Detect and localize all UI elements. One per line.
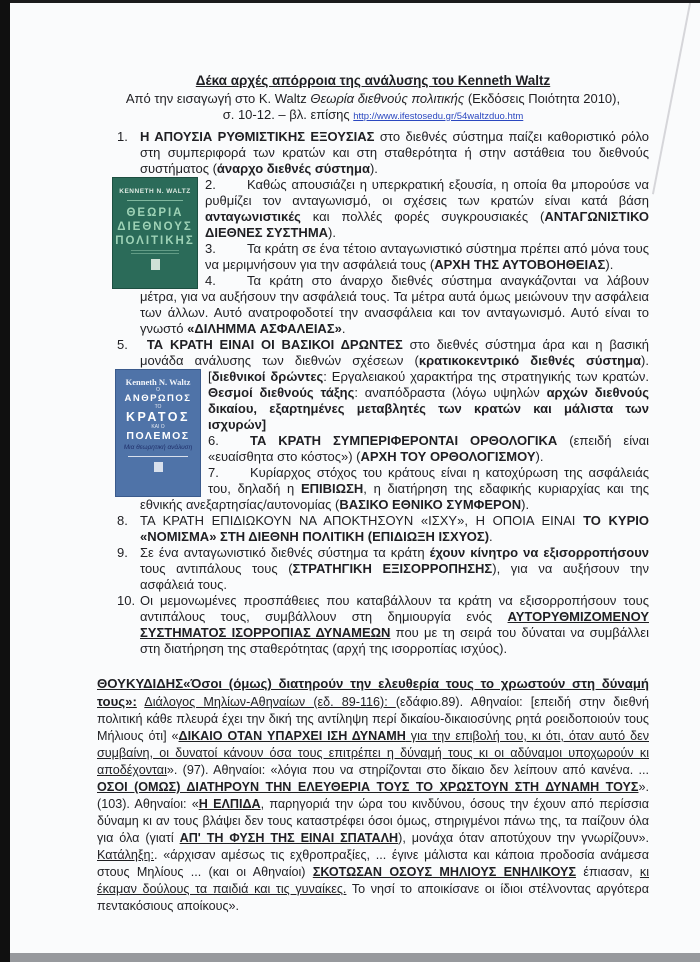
item-number: 5. — [117, 337, 128, 352]
text-segment: , η διατήρηση της εδαφικής κυριαρχίας και της εθνικής ανεξαρτησίας/αυτονομίας ( — [140, 481, 649, 512]
scan-edge-bottom — [0, 953, 700, 962]
book-title-line: ΑΝΘΡΩΠΟΣ — [124, 393, 192, 404]
text-segment: διεθνικοί δρώντες — [211, 369, 324, 384]
book-title-small-word: ΚΑΙ Ο — [151, 424, 165, 430]
text-segment: τους αντιπάλους τους ( — [140, 561, 293, 576]
text-segment: ανταγωνιστικές — [205, 209, 301, 224]
text-segment: ΟΣΟΙ (ΟΜΩΣ) ΔΙΑΤΗΡΟΥΝ ΤΗΝ ΕΛΕΥΘΕΡΙΑ ΤΟΥΣ ΤΟ ΧΡΩΣΤΟΥΝ ΣΤΗ ΔΥΝΑΜΗ ΤΟΥΣ — [97, 780, 639, 794]
text-segment: κρατικοκεντρικό διεθνές σύστημα — [418, 353, 642, 368]
numbered-list — [97, 129, 649, 657]
text-segment: ΣΤΡΑΤΗΓΙΚΗ ΕΞΙΣΟΡΡΟΠΗΣΗΣ — [292, 561, 493, 576]
text-segment: . — [341, 321, 346, 336]
text-segment: , παρηγοριά την ώρα του κινδύνου, όσους την έχουν από περίσσια δύναμη κι αν τους βλάψει δεν τους καταστρέφει όσοι όμως, στηριγμένοι πάνω της, τα παίζουν όλα για όλα (γιατί — [97, 797, 649, 845]
text-segment: (επειδή είναι «ευαίσθητα στο κόστος») ( — [208, 433, 649, 464]
text-segment: Θεσμοί διεθνούς τάξης — [208, 385, 355, 400]
text-segment: ), για να αυξήσουν την ασφάλειά τους. — [140, 561, 649, 592]
book-cover-front — [115, 369, 201, 497]
scan-page-corner-line — [652, 0, 694, 194]
text-segment: . — [489, 529, 493, 544]
list-item-10 — [97, 593, 649, 657]
text-segment: ». (103). Αθηναίοι: « — [97, 780, 649, 811]
item-text — [205, 241, 649, 272]
item-text — [140, 545, 649, 592]
source-reference — [97, 91, 649, 124]
text-segment: που με τη σειρά του δύναται να συμβάλλει στη διατήρηση της σταθερότητας (αρχή της ισορροπίας ισχύος). — [140, 625, 649, 656]
item-number: 6. — [208, 433, 219, 448]
text-segment: άναρχο διεθνές σύστημα — [216, 161, 370, 176]
text-segment: για την επιβολή του, κι ότι, όταν αυτό δεν συμβαίνη, οι δυνατοί κάνουν όσα τους επιτρέπει η δύναμή τους κι οι αδύναμοι υποχωρούν κι αποδέχονται — [97, 729, 649, 777]
item-text — [208, 433, 649, 464]
item-number: 7. — [208, 465, 219, 480]
text-segment: ΘΟΥΚΥΔΙΔΗΣ«Όσοι (όμως) διατηρούν την ελευθερία τους το χρωστούν στη δύναμή τους»: — [97, 676, 649, 709]
item-number: 8. — [117, 513, 128, 528]
text-segment: ΑΥΤΟΡΥΘΜΙΖΟΜΕΝΟΥ ΣΥΣΤΗΜΑΤΟΣ ΙΣΟΡΡΟΠΙΑΣ ΔΥΝΑΜΕΩΝ — [140, 609, 649, 640]
text-segment: ). [ — [208, 353, 649, 384]
thucydides-paragraph — [97, 675, 649, 915]
item-text — [140, 513, 649, 544]
text-segment: ΑΝΤΑΓΩΝΙΣΤΙΚΟ ΔΙΕΘΝΕΣ ΣΥΣΤΗΜΑ — [205, 209, 649, 240]
text-segment: Η ΑΠΟΥΣΙΑ ΡΥΘΜΙΣΤΙΚΗΣ ΕΞΟΥΣΙΑΣ — [140, 129, 375, 144]
text-segment: Κυρίαρχος στόχος του κράτους είναι η κατοχύρωση της ασφάλειάς του, δηλαδή η — [208, 465, 649, 496]
list-item-9 — [97, 545, 649, 593]
book-title-small-word: ΤΟ — [154, 404, 162, 410]
text-segment: Το νησί το αποικίσανε οι ίδιοι στέλνοντας αργότερα πεντακόσιους αποίκους». — [97, 882, 649, 913]
text-segment: : Εργαλειακού χαρακτήρα της στρατηγικής των κρατών. — [323, 369, 649, 384]
text-segment: ΔΙΚΑΙΟ ΟΤΑΝ ΥΠΑΡΧΕΙ ΙΣΗ ΔΥΝΑΜΗ — [178, 729, 406, 743]
page-title: Δέκα αρχές απόρροια της ανάλυσης του Kenneth Waltz — [195, 73, 551, 88]
text-segment: έπιασαν, — [576, 865, 640, 879]
text-segment: (εδάφιο.89). Αθηναίοι: [επειδή στην διεθνή πολιτική κάθε πλευρά έχει την δική της αντίληψη περί δικαίου-δικαιοσύνης ρητά ροειδοποιούν τους Μήλιους ότι] « — [97, 695, 649, 743]
text-segment: ). — [535, 449, 544, 464]
text-segment: ΤΑ ΚΡΑΤΗ ΕΠΙΔΙΩΚΟΥΝ ΝΑ ΑΠΟΚΤΗΣΟΥΝ «ΙΣΧΥ», Η ΟΠΟΙΑ ΕΙΝΑΙ — [140, 513, 584, 528]
book-author: KENNETH N. WALTZ — [119, 188, 191, 195]
book-title-line: ΚΡΑΤΟΣ — [125, 410, 191, 424]
text-segment: στο διεθνές σύστημα άρα και η βασική μονάδα ανάλυσης των διεθνών σχέσεων ( — [140, 337, 649, 368]
book-cover-front — [112, 177, 198, 289]
reference-text: (Εκδόσεις Ποιότητα 2010), — [464, 91, 621, 106]
book-title-line: ΔΙΕΘΝΟΥΣ — [117, 221, 193, 233]
text-segment: και πολλές φορές συγκρουσιακές ( — [300, 209, 545, 224]
text-segment: Κατάληξη: — [97, 848, 155, 862]
book-author: Kenneth N. Waltz — [125, 377, 191, 387]
scan-edge-left — [0, 0, 10, 962]
text-segment: ). — [605, 257, 614, 272]
text-segment: ΤΟ ΚΥΡΙΟ «ΝΟΜΙΣΜΑ» ΣΤΗ ΔΙΕΘΝΗ ΠΟΛΙΤΙΚΗ (ΕΠΙΔΙΩΞΗ ΙΣΧΥΟΣ) — [140, 513, 649, 544]
text-segment: έχουν κίνητρο να εξισορροπήσουν — [429, 545, 650, 560]
book-title-line: ΠΟΛΙΤΙΚΗΣ — [115, 235, 195, 247]
reference-text: Από την εισαγωγή στο Κ. Waltz — [125, 91, 311, 106]
book-rule — [127, 200, 183, 201]
text-segment: Τα κράτη σε ένα τέτοιο ανταγωνιστικό σύστημα πρέπει από μόνα τους να μεριμνήσουν για την ασφάλειά τους ( — [205, 241, 649, 272]
book-subtitle: Μια θεωρητική ανάλυση — [123, 444, 193, 451]
text-segment: ΤΑ ΚΡΑΤΗ ΕΙΝΑΙ ΟΙ ΒΑΣΙΚΟΙ ΔΡΩΝΤΕΣ — [146, 337, 403, 352]
book-cover-theory-of-international-politics — [112, 177, 198, 289]
text-segment: ΑΠ' ΤΗ ΦΥΣΗ ΤΗΣ ΕΙΝΑΙ ΣΠΑΤΑΛΗ — [179, 831, 399, 845]
text-segment: Καθώς απουσιάζει η υπερκρατική εξουσία, η οποία θα μπορούσε να ρυθμίζει τον ανταγωνισμό, οι σχέσεις των κρατών είναι κατά βάση — [205, 177, 649, 208]
book-title-small-word: Ο — [156, 387, 160, 393]
text-segment: ΤΑ ΚΡΑΤΗ ΣΥΜΠΕΡΙΦΕΡΟΝΤΑΙ ΟΡΘΟΛΟΓΙΚΑ — [250, 433, 558, 448]
item-number: 1. — [117, 129, 128, 144]
text-segment: κι έκαμαν δούλους τα παιδιά και τις γυναίκες. — [97, 865, 649, 896]
text-segment: ). — [369, 161, 378, 176]
text-segment: ΣΚΟΤΩΣΑΝ ΟΣΟΥΣ ΜΗΛΙΟΥΣ ΕΝΗΛΙΚΟΥΣ — [312, 865, 577, 879]
book-rule — [131, 253, 179, 254]
list-item-8 — [97, 513, 649, 545]
text-segment: Τα κράτη στο άναρχο διεθνές σύστημα αναγκάζονται να λάβουν μέτρα, για να αυξήσουν την ασφάλειά τους. Τα μέτρα αυτά όμως μειώνουν την ασφάλεια των άλλων. Αυτό ανατροφοδοτεί την ανασφάλεια και τον ανταγωνισμό. Αυτό είναι το γνωστό — [140, 273, 649, 336]
document-body — [97, 72, 649, 915]
text-segment: ), μονάχα όταν αποτύχουν την γνωρίζουν». — [398, 831, 649, 845]
text-segment: αρχών διεθνούς δικαίου, εξαρτημένες μεταβλητές των κρατών και μάλιστα των ισχυρών] — [208, 385, 649, 432]
reference-book-title: Θεωρία διεθνούς πολιτικής — [310, 91, 465, 106]
text-segment: Οι μεμονωμένες προσπάθειες που καταβάλλουν τα κράτη να εξισορροπήσουν τους αντιπάλους τους, συμβάλλουν στη δημιουργία ενός — [140, 593, 649, 624]
publisher-logo-icon — [151, 259, 160, 270]
book-title-line: ΘΕΩΡΙΑ — [126, 207, 184, 219]
item-number: 3. — [205, 241, 216, 256]
text-segment: Σε ένα ανταγωνιστικό διεθνές σύστημα τα κράτη — [140, 545, 430, 560]
book-title-line: ΠΟΛΕΜΟΣ — [126, 430, 190, 442]
text-segment: Η ΕΛΠΙΔΑ — [198, 797, 261, 811]
text-segment: . «άρχισαν αμέσως τις εχθροπραξίες, ... έγινε μάλιστα και κάποια προδοσία ανάμεσα στους Μηλίους ... (και οι Αθηναίοι) — [97, 848, 649, 879]
item-text — [140, 129, 649, 176]
item-text — [205, 177, 649, 240]
list-item-1 — [97, 129, 649, 177]
text-segment: στο διεθνές σύστημα παίζει καθοριστικό ρόλο στη συμπεριφορά των κρατών και στη σταθερότητα ή στην αστάθεια του διεθνούς συστήματος ( — [140, 129, 649, 176]
publisher-logo-icon — [154, 462, 163, 472]
item-number: 2. — [205, 177, 216, 192]
text-segment: «ΔΙΛΗΜΜΑ ΑΣΦΑΛΕΙΑΣ» — [187, 321, 342, 336]
text-segment: ΕΠΙΒΙΩΣΗ — [300, 481, 364, 496]
reference-pages: σ. 10-12. – βλ. επίσης — [222, 106, 354, 122]
text-segment: ΒΑΣΙΚΟ ΕΘΝΙΚΟ ΣΥΜΦΕΡΟΝ — [339, 497, 522, 512]
item-number: 10. — [117, 593, 136, 608]
text-segment: : αναπόδραστα (λόγω υψηλών — [354, 385, 547, 400]
text-segment: ΑΡΧΗ ΤΗΣ ΑΥΤΟΒΟΗΘΕΙΑΣ — [434, 257, 606, 272]
book-rule — [131, 250, 179, 251]
item-number: 4. — [205, 273, 216, 288]
book-rule — [128, 456, 188, 457]
item-text — [140, 593, 649, 656]
text-segment: ΑΡΧΗ ΤΟΥ ΟΡΘΟΛΟΓΙΣΜΟΥ — [360, 449, 536, 464]
text-segment: ). — [521, 497, 530, 512]
text-segment: ». (97). Αθηναίοι: «λόγια που να στηρίζονται στο δίκαιο δεν λείπουν από κανένα. ... — [166, 763, 649, 777]
text-segment: ). — [328, 225, 336, 240]
text-segment: Διάλογος Μηλίων-Αθηναίων (εδ. 89-116): — [144, 695, 396, 709]
scan-edge-top — [0, 0, 700, 3]
reference-link[interactable]: http://www.ifestosedu.gr/54waltzduo.htm — [353, 110, 524, 122]
item-number: 9. — [117, 545, 128, 560]
